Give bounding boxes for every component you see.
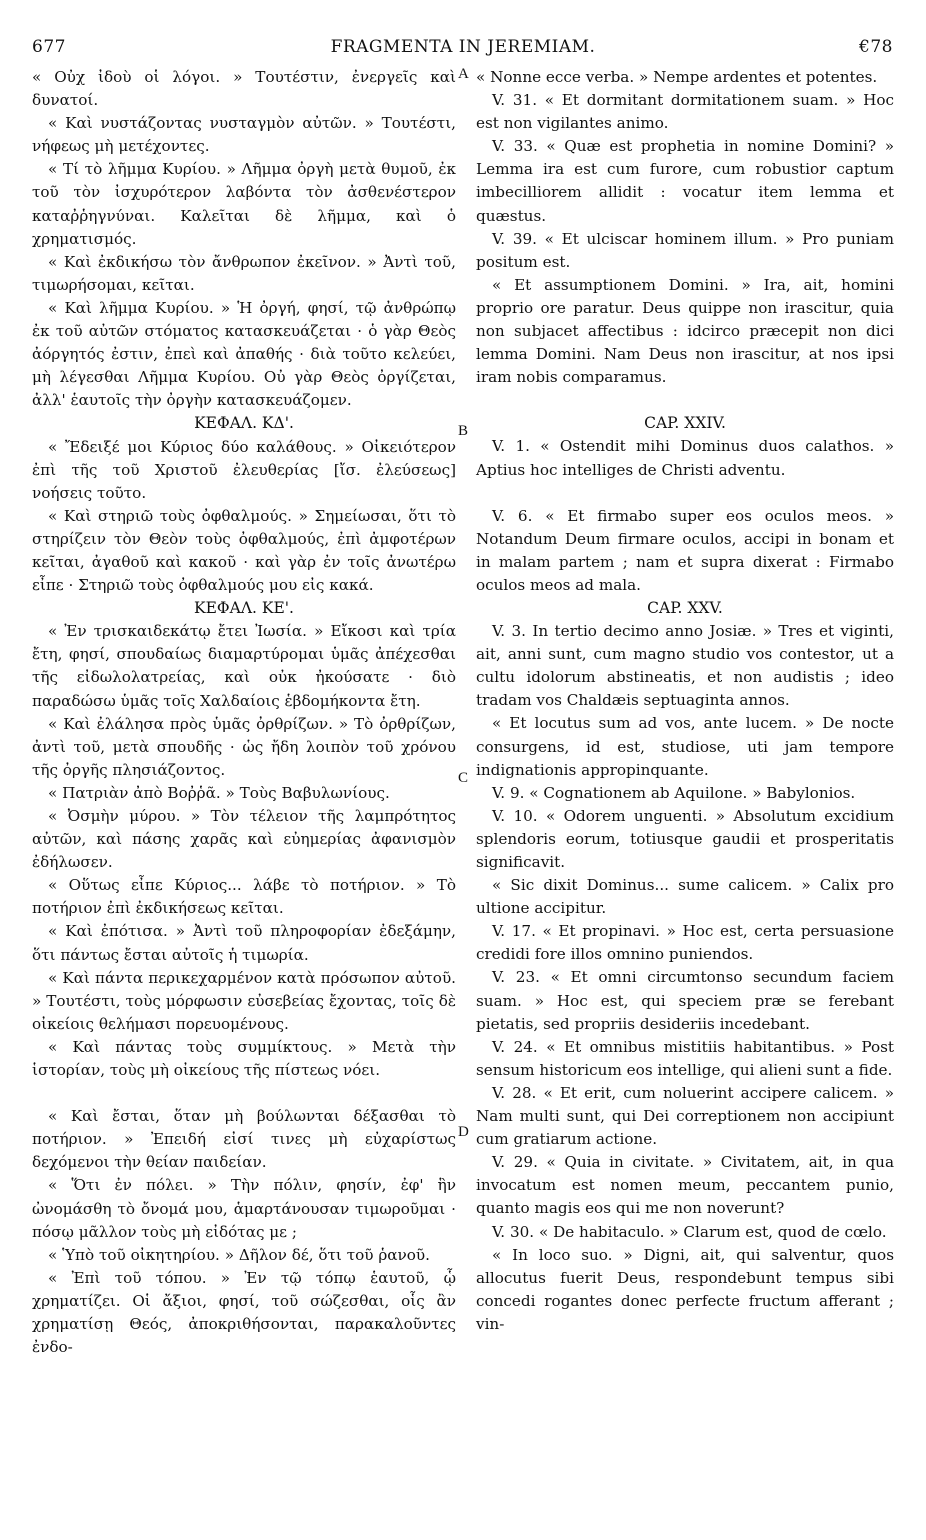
latin-paragraph: « Nonne ecce verba. » Nempe ardentes et potentes. bbox=[476, 68, 878, 86]
running-title: FRAGMENTA IN JEREMIAM. bbox=[330, 37, 596, 57]
latin-spacer bbox=[476, 482, 894, 505]
greek-paragraph: « Καὶ λῆμμα Κυρίου. » Ἡ ὀργή, φησί, τῷ ἀνθρώπῳ ἐκ τοῦ αὐτῶν στόματος κατασκευάζεται · ὁ γὰρ Θεὸς ἀόργητός ἐστιν, ἐπεὶ καὶ ἀπαθής · διὰ τοῦτο κελεύει, μὴ λέγεσθαι Λῆμμα Κυρίου. Οὐ γὰρ Θεὸς ὀργίζεται, ἀλλ' ἑαυτοῖς τὴν ὀργὴν κατασκευάζομεν. bbox=[32, 298, 456, 410]
latin-paragraph: V. 30. « De habitaculo. » Clarum est, quod de cœlo. bbox=[492, 1222, 887, 1241]
greek-column bbox=[32, 66, 456, 1359]
latin-paragraph: V. 23. « Et omni circumtonso secundum faciem suam. » Hoc est, qui speciem præ se ferebant pietatis, sed propriis desideriis incedebant. bbox=[476, 968, 894, 1033]
latin-paragraph: V. 28. « Et erit, cum noluerint accipere calicem. » Nam multi sunt, qui Dei correptionem non accipiunt cum gratiarum actione. bbox=[476, 1083, 894, 1149]
greek-paragraph: « Καὶ πάντας τοὺς συμμίκτους. » Μετὰ τὴν ἱστορίαν, τοὺς μὴ οἰκείους τῆς πίστεως νόει. bbox=[32, 1037, 456, 1080]
latin-paragraph: « In loco suo. » Digni, ait, qui salventur, quos allocutus fuerit Deus, respondebunt tempus sibi concedi rogantes donec perfecte fructum afferant ; vin- bbox=[476, 1245, 894, 1333]
margin-letter-b: B bbox=[458, 423, 469, 439]
latin-paragraph: V. 33. « Quæ est prophetia in nomine Domini? » Lemma ira est cum furore, cum robustior captum imbecilliorem allidit : vocatur item lemma et quæstus. bbox=[476, 137, 894, 225]
latin-chapter-heading: CAP. XXV. bbox=[647, 598, 723, 617]
latin-paragraph: V. 31. « Et dormitant dormitationem suam. » Hoc est non vigilantes animo. bbox=[476, 91, 894, 133]
greek-paragraph: « Καὶ πάντα περικεχαρμένον κατὰ πρόσωπον αὐτοῦ. » Τουτέστι, τοὺς μόρφωσιν εὐσεβείας ἔχοντας, τοῖς δὲ οἰκείοις θελήμασι πορευομένους. bbox=[32, 968, 456, 1033]
greek-paragraph: « Ὀσμὴν μύρου. » Τὸν τέλειον τῆς λαμπρότητος αὐτῶν, καὶ πάσης χαρᾶς καὶ εὐημερίας ἀφανισμὸν ἐδήλωσεν. bbox=[32, 807, 456, 872]
page-number-left: 677 bbox=[32, 37, 66, 57]
latin-paragraph: V. 24. « Et omnibus mistitiis habitantibus. » Post sensum historicum eos intellige, qui alieni sunt a fide. bbox=[476, 1037, 894, 1079]
latin-paragraph: V. 3. In tertio decimo anno Josiæ. » Tres et viginti, ait, anni sunt, cum magno studio vos contestor, ut a cultu idolorum abstineatis, et non audistis ; ideo tradam vos Chaldæis septuaginta annos. bbox=[476, 622, 894, 710]
greek-paragraph: « Πατριὰν ἀπὸ Βοῤῥᾶ. » Τοὺς Βαβυλωνίους. bbox=[48, 783, 390, 802]
greek-paragraph: « Οὐχ ἰδοὺ οἱ λόγοι. » Τουτέστιν, ἐνεργεῖς καὶ δυνατοί. bbox=[32, 68, 456, 110]
latin-paragraph: « Et assumptionem Domini. » Ira, ait, homini proprio ore paratur. Deus quippe non irascitur, quia non subjacet affectibus : idcirco præcepit non dici lemma Domini. Nam Deus non irascitur, at nos ipsi iram nobis comparamus. bbox=[476, 275, 894, 387]
greek-paragraph: « Καὶ ἐκδικήσω τὸν ἄνθρωπον ἐκεῖνον. » Ἀντὶ τοῦ, τιμωρήσομαι, κεῖται. bbox=[32, 252, 456, 294]
latin-paragraph: V. 17. « Et propinavi. » Hoc est, certa persuasione credidi fore illos omnino puniendos. bbox=[476, 922, 894, 964]
greek-paragraph: « Ἔδειξέ μοι Κύριος δύο καλάθους. » Οἰκειότερον ἐπὶ τῆς τοῦ Χριστοῦ ἐλευθερίας [ἴσ. ἐλεύσεως] νοήσεις τοῦτο. bbox=[32, 437, 456, 502]
greek-spacer bbox=[32, 1082, 456, 1105]
latin-spacer bbox=[476, 389, 894, 412]
greek-chapter-heading: ΚΕΦΑΛ. ΚΕ'. bbox=[194, 599, 294, 618]
latin-chapter-heading: CAP. XXIV. bbox=[644, 414, 726, 433]
latin-paragraph: V. 1. « Ostendit mihi Dominus duos calathos. » Aptius hoc intelliges de Christi adventu. bbox=[476, 437, 894, 479]
latin-paragraph: « Et locutus sum ad vos, ante lucem. » De nocte consurgens, id est, studiose, uti jam tempore indignationis appropinquante. bbox=[476, 714, 894, 779]
running-header bbox=[0, 37, 926, 59]
greek-paragraph: « Τί τὸ λῆμμα Κυρίου. » Λῆμμα ὀργὴ μετὰ θυμοῦ, ἐκ τοῦ τὸν ἰσχυρότερον λαβόντα τὸν ἀσθενέστερον καταῤῥηγνύναι. Καλεῖται δὲ λῆμμα, καὶ ὁ χρηματισμός. bbox=[32, 160, 456, 248]
latin-paragraph: V. 29. « Quia in civitate. » Civitatem, ait, in qua invocatum est nomen meum, peccantem punio, quanto magis eos qui me non noverunt? bbox=[476, 1153, 894, 1218]
greek-paragraph: « Ὅτι ἐν πόλει. » Τὴν πόλιν, φησίν, ἐφ' ἣν ὠνομάσθη τὸ ὄνομά μου, ἁμαρτάνουσαν τιμωροῦμαι · πόσῳ μᾶλλον τοὺς μὴ εἰδότας με ; bbox=[32, 1176, 456, 1241]
latin-column bbox=[476, 66, 894, 1336]
greek-paragraph: « Καὶ ἐπότισα. » Ἀντὶ τοῦ πληροφορίαν ἐδεξάμην, ὅτι πάντως ἔσται αὐτοῖς ἡ τιμωρία. bbox=[32, 922, 456, 964]
latin-paragraph: « Sic dixit Dominus... sume calicem. » Calix pro ultione accipitur. bbox=[476, 876, 894, 918]
greek-paragraph: « Καὶ νυστάζοντας νυσταγμὸν αὐτῶν. » Τουτέστι, νήφεως μὴ μετέχοντες. bbox=[32, 114, 456, 156]
latin-paragraph: V. 6. « Et firmabo super eos oculos meos. » Notandum Deum firmare oculos, accipi in bonam et in malam partem ; nam et supra dixerat : Firmabo oculos meos ad mala. bbox=[476, 506, 894, 594]
latin-paragraph: V. 9. « Cognationem ab Aquilone. » Babylonios. bbox=[492, 783, 856, 802]
latin-paragraph: V. 10. « Odorem unguenti. » Absolutum excidium splendoris eorum, totiusque gaudii et prosperitatis significavit. bbox=[476, 806, 894, 871]
latin-paragraph: V. 39. « Et ulciscar hominem illum. » Pro puniam positum est. bbox=[476, 229, 894, 271]
greek-chapter-heading: ΚΕΦΑΛ. ΚΔ'. bbox=[194, 414, 294, 433]
margin-letter-d: D bbox=[458, 1124, 469, 1140]
page-number-right: €78 bbox=[859, 37, 893, 57]
greek-paragraph: « Καὶ ἐλάλησα πρὸς ὑμᾶς ὀρθρίζων. » Τὸ ὀρθρίζων, ἀντὶ τοῦ, μετὰ σπουδῆς · ὡς ἤδη λοιπὸν τοῦ χρόνου τῆς ὀργῆς πλησιάζοντος. bbox=[32, 714, 456, 779]
greek-paragraph: « Ἐπὶ τοῦ τόπου. » Ἐν τῷ τόπῳ ἑαυτοῦ, ᾧ χρηματίζει. Οἱ ἄξιοι, φησί, τοῦ σώζεσθαι, οἷς ἂν χρηματίσῃ Θεός, ἀποκριθήσονται, παρακαλοῦντες ἐνδο- bbox=[32, 1268, 456, 1357]
greek-paragraph: « Καὶ στηριῶ τοὺς ὀφθαλμούς. » Σημείωσαι, ὅτι τὸ στηρίζειν τὸν Θεὸν τοὺς ὀφθαλμούς, ἐπὶ ἀμφοτέρων κεῖται, ἀγαθοῦ καὶ κακοῦ · καὶ γὰρ ἐν τοῖς ἀνωτέρω εἶπε · Στηριῶ τοὺς ὀφθαλμούς μου εἰς κακά. bbox=[32, 506, 456, 595]
greek-paragraph: « Ὑπὸ τοῦ οἰκητηρίου. » Δῆλον δέ, ὅτι τοῦ ῥανοῦ. bbox=[48, 1245, 430, 1264]
greek-paragraph: « Οὕτως εἶπε Κύριος... λάβε τὸ ποτήριον. » Τὸ ποτήριον ἐπὶ ἐκδικήσεως κεῖται. bbox=[32, 876, 456, 918]
margin-letter-a: A bbox=[458, 66, 469, 82]
greek-paragraph: « Καὶ ἔσται, ὅταν μὴ βούλωνται δέξασθαι τὸ ποτήριον. » Ἐπειδή εἰσί τινες μὴ εὐχαρίστως δεχόμενοι τὴν θείαν παιδείαν. bbox=[32, 1107, 456, 1172]
margin-letter-c: C bbox=[458, 770, 469, 786]
greek-paragraph: « Ἐν τρισκαιδεκάτῳ ἔτει Ἰωσία. » Εἴκοσι καὶ τρία ἔτη, φησί, σπουδαίως διαμαρτύρομαι ὑμᾶς ἀπέχεσθαι τῆς εἰδωλολατρείας, καὶ οὐκ ἠκούσατε · διὸ παραδώσω ὑμᾶς τοῖς Χαλδαίοις ἑβδομήκοντα ἔτη. bbox=[32, 622, 456, 710]
